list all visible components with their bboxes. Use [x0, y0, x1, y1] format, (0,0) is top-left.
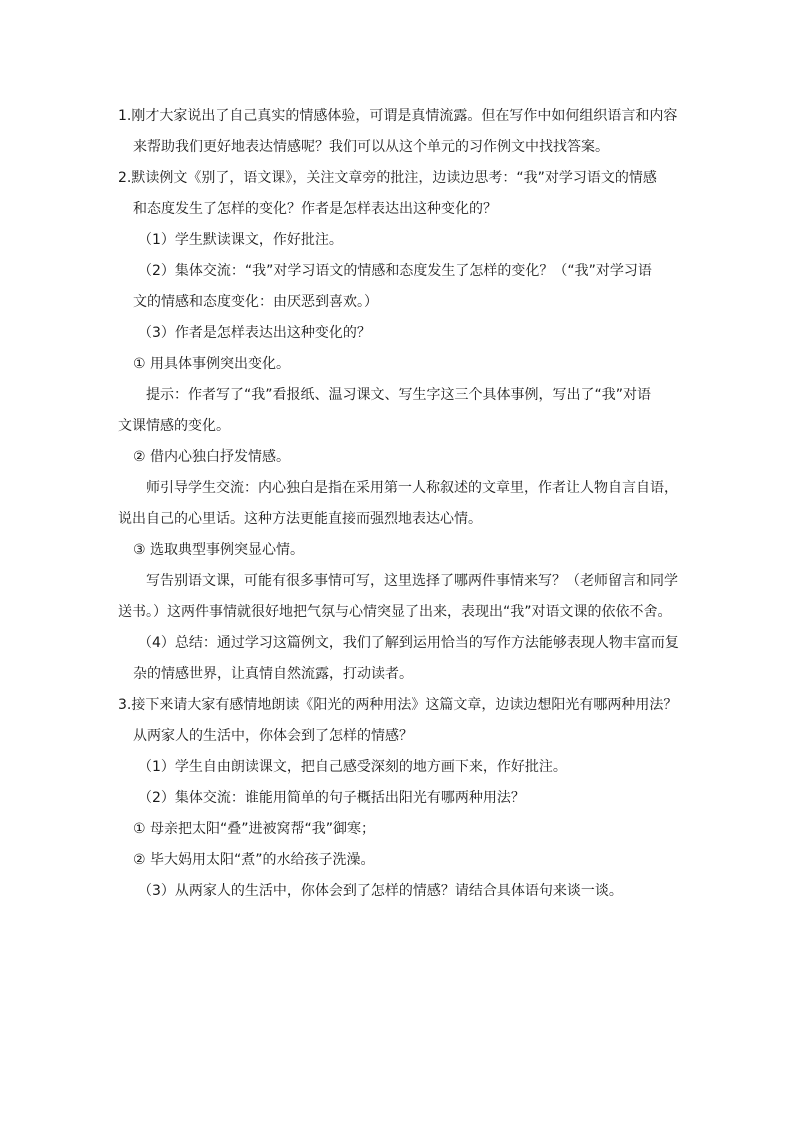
text-line: （2）集体交流：“我”对学习语文的情感和态度发生了怎样的变化？（“我”对学习语 — [138, 263, 652, 279]
text-line: ② 毕大妈用太阳“煮”的水给孩子洗澡。 — [133, 852, 375, 868]
text-line: 文的情感和态度变化：由厌恶到喜欢。） — [133, 294, 378, 310]
text-line: 写告别语文课，可能有很多事情可写，这里选择了哪两件事情来写？（老师留言和同学 — [146, 573, 678, 589]
document-body — [118, 101, 688, 907]
text-line: （2）集体交流：谁能用简单的句子概括出阳光有哪两种用法？ — [138, 790, 525, 806]
text-line: 送书。）这两件事情就很好地把气氛与心情突显了出来，表现出“我”对语文课的依依不舍。 — [118, 604, 672, 620]
text-line: （4）总结：通过学习这篇例文，我们了解到运用恰当的写作方法能够表现人物丰富而复 — [138, 635, 679, 651]
text-line: ② 借内心独白抒发情感。 — [133, 449, 291, 465]
text-line: （3）作者是怎样表达出这种变化的？ — [138, 325, 371, 341]
text-line: 杂的情感世界，让真情自然流露，打动读者。 — [133, 666, 413, 682]
text-line: 1.刚才大家说出了自己真实的情感体验，可谓是真情流露。但在写作中如何组织语言和内容 — [118, 108, 678, 124]
text-line: 和态度发生了怎样的变化？作者是怎样表达出这种变化的？ — [133, 201, 497, 217]
text-line: ① 用具体事例突出变化。 — [133, 356, 291, 372]
text-line: 从两家人的生活中，你体会到了怎样的情感？ — [133, 728, 413, 744]
text-line: 文课情感的变化。 — [118, 418, 230, 434]
text-line: 2.默读例文《别了，语文课》，关注文章旁的批注，边读边思考：“我”对学习语文的情感 — [118, 170, 657, 186]
text-line: 师引导学生交流：内心独白是指在采用第一人称叙述的文章里，作者让人物自言自语， — [146, 480, 678, 496]
text-line: （1）学生默读课文，作好批注。 — [138, 232, 343, 248]
text-line: ③ 选取典型事例突显心情。 — [133, 542, 305, 558]
text-line: 提示：作者写了“我”看报纸、温习课文、写生字这三个具体事例，写出了“我”对语 — [146, 387, 652, 403]
text-line: （1）学生自由朗读课文，把自己感受深刻的地方画下来，作好批注。 — [138, 759, 567, 775]
text-line: （3）从两家人的生活中，你体会到了怎样的情感？请结合具体语句来谈一谈。 — [138, 883, 623, 899]
text-line: 来帮助我们更好地表达情感呢？我们可以从这个单元的习作例文中找找答案。 — [133, 139, 609, 155]
text-line: 3.接下来请大家有感情地朗读《阳光的两种用法》这篇文章，边读边想阳光有哪两种用法？ — [118, 697, 678, 713]
text-line: 说出自己的心里话。这种方法更能直接而强烈地表达心情。 — [118, 511, 482, 527]
text-line: ① 母亲把太阳“叠”进被窝帮“我”御寒； — [133, 821, 376, 837]
